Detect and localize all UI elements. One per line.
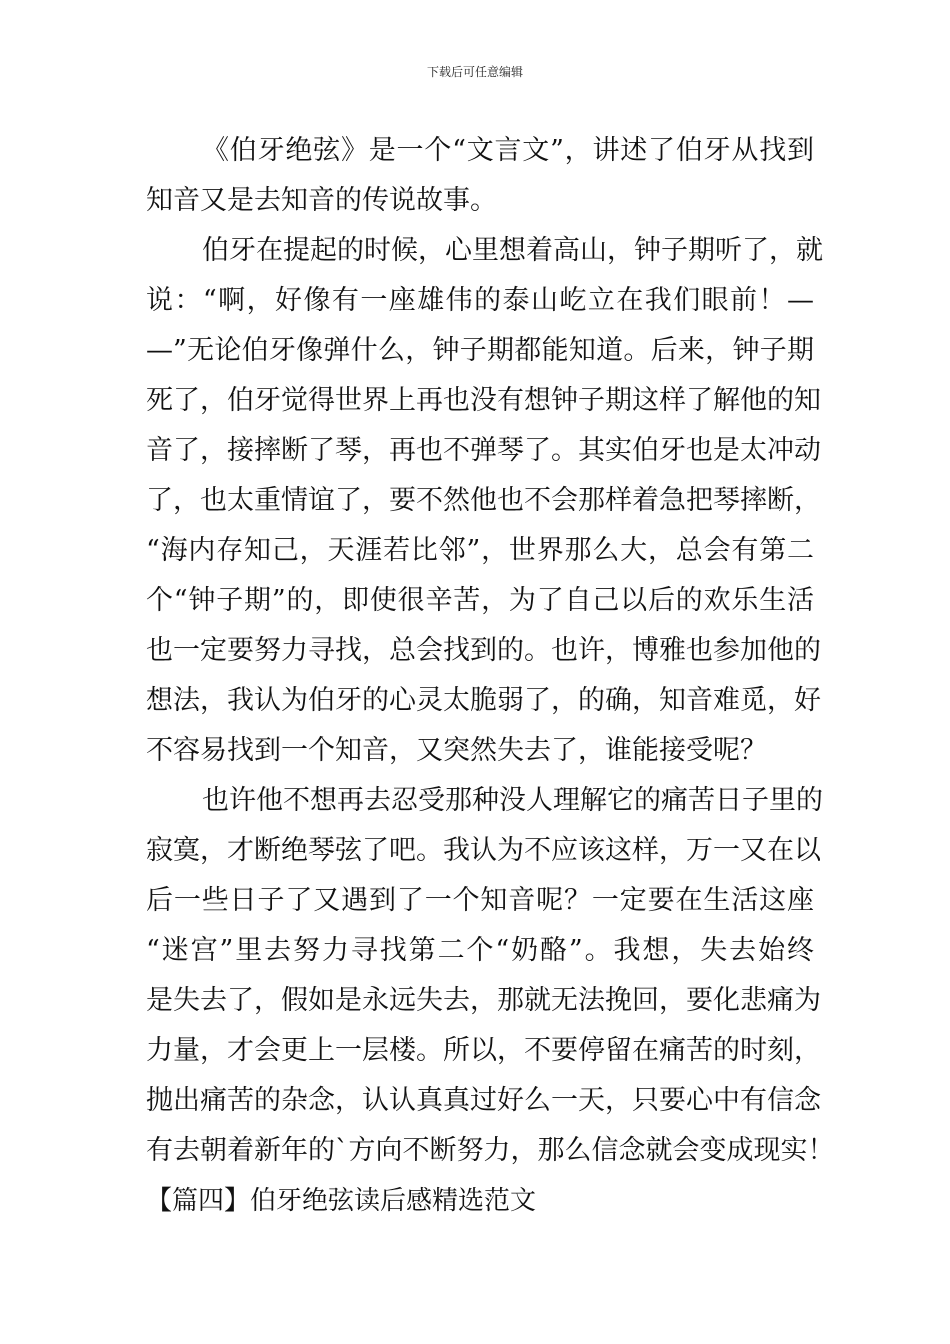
paragraph-line: “海内存知己，天涯若比邻”，世界那么大，总会有第二 xyxy=(146,535,814,566)
paragraph-line: —”无论伯牙像弹什么，钟子期都能知道。后来，钟子期 xyxy=(146,335,814,366)
paragraph-line: 抛出痛苦的杂念，认认真真过好么一天，只要心中有信念 xyxy=(146,1085,821,1116)
paragraph-line: 知音又是去知音的传说故事。 xyxy=(146,185,497,216)
paragraph-line: 了，也太重情谊了，要不然他也不会那样着急把琴摔断， xyxy=(146,485,821,516)
paragraph-line: 音了，接摔断了琴，再也不弹琴了。其实伯牙也是太冲动 xyxy=(146,435,821,466)
paragraph-line: 不容易找到一个知音，又突然失去了，谁能接受呢？ xyxy=(146,735,767,766)
paragraph-line: 也一定要努力寻找，总会找到的。也许，博雅也参加他的 xyxy=(146,635,821,666)
paragraph-line: 后一些日子了又遇到了一个知音呢？一定要在生活这座 xyxy=(146,885,814,916)
paragraph-line: 有去朝着新年的`方向不断努力，那么信念就会变成现实！ xyxy=(146,1135,835,1166)
paragraph-line: 伯牙在提起的时候，心里想着高山，钟子期听了，就 xyxy=(202,235,823,266)
paragraph-line: “迷宫”里去努力寻找第二个“奶酪”。我想，失去始终 xyxy=(146,935,814,966)
page-header: 下载后可任意编辑 xyxy=(426,65,523,79)
paragraph-line: 《伯牙绝弦》是一个“文言文”，讲述了伯牙从找到 xyxy=(202,135,814,166)
paragraph-line: 个“钟子期”的，即使很辛苦，为了自己以后的欢乐生活 xyxy=(146,585,814,616)
paragraph-line: 也许他不想再去忍受那种没人理解它的痛苦日子里的 xyxy=(202,785,823,816)
paragraph-line: 寂寞，才断绝琴弦了吧。我认为不应该这样，万一又在以 xyxy=(146,835,821,866)
document-body xyxy=(146,126,835,1226)
section-heading: 【篇四】伯牙绝弦读后感精选范文 xyxy=(146,1186,537,1216)
paragraph-line: 是失去了，假如是永远失去，那就无法挽回，要化悲痛为 xyxy=(146,985,821,1016)
paragraph-line: 力量，才会更上一层楼。所以，不要停留在痛苦的时刻， xyxy=(146,1035,821,1066)
paragraph-line: 想法，我认为伯牙的心灵太脆弱了，的确，知音难觅，好 xyxy=(146,685,821,716)
paragraph-line: 说：“啊，好像有一座雄伟的泰山屹立在我们眼前！— xyxy=(146,285,814,316)
paragraph-line: 死了，伯牙觉得世界上再也没有想钟子期这样了解他的知 xyxy=(146,385,821,416)
